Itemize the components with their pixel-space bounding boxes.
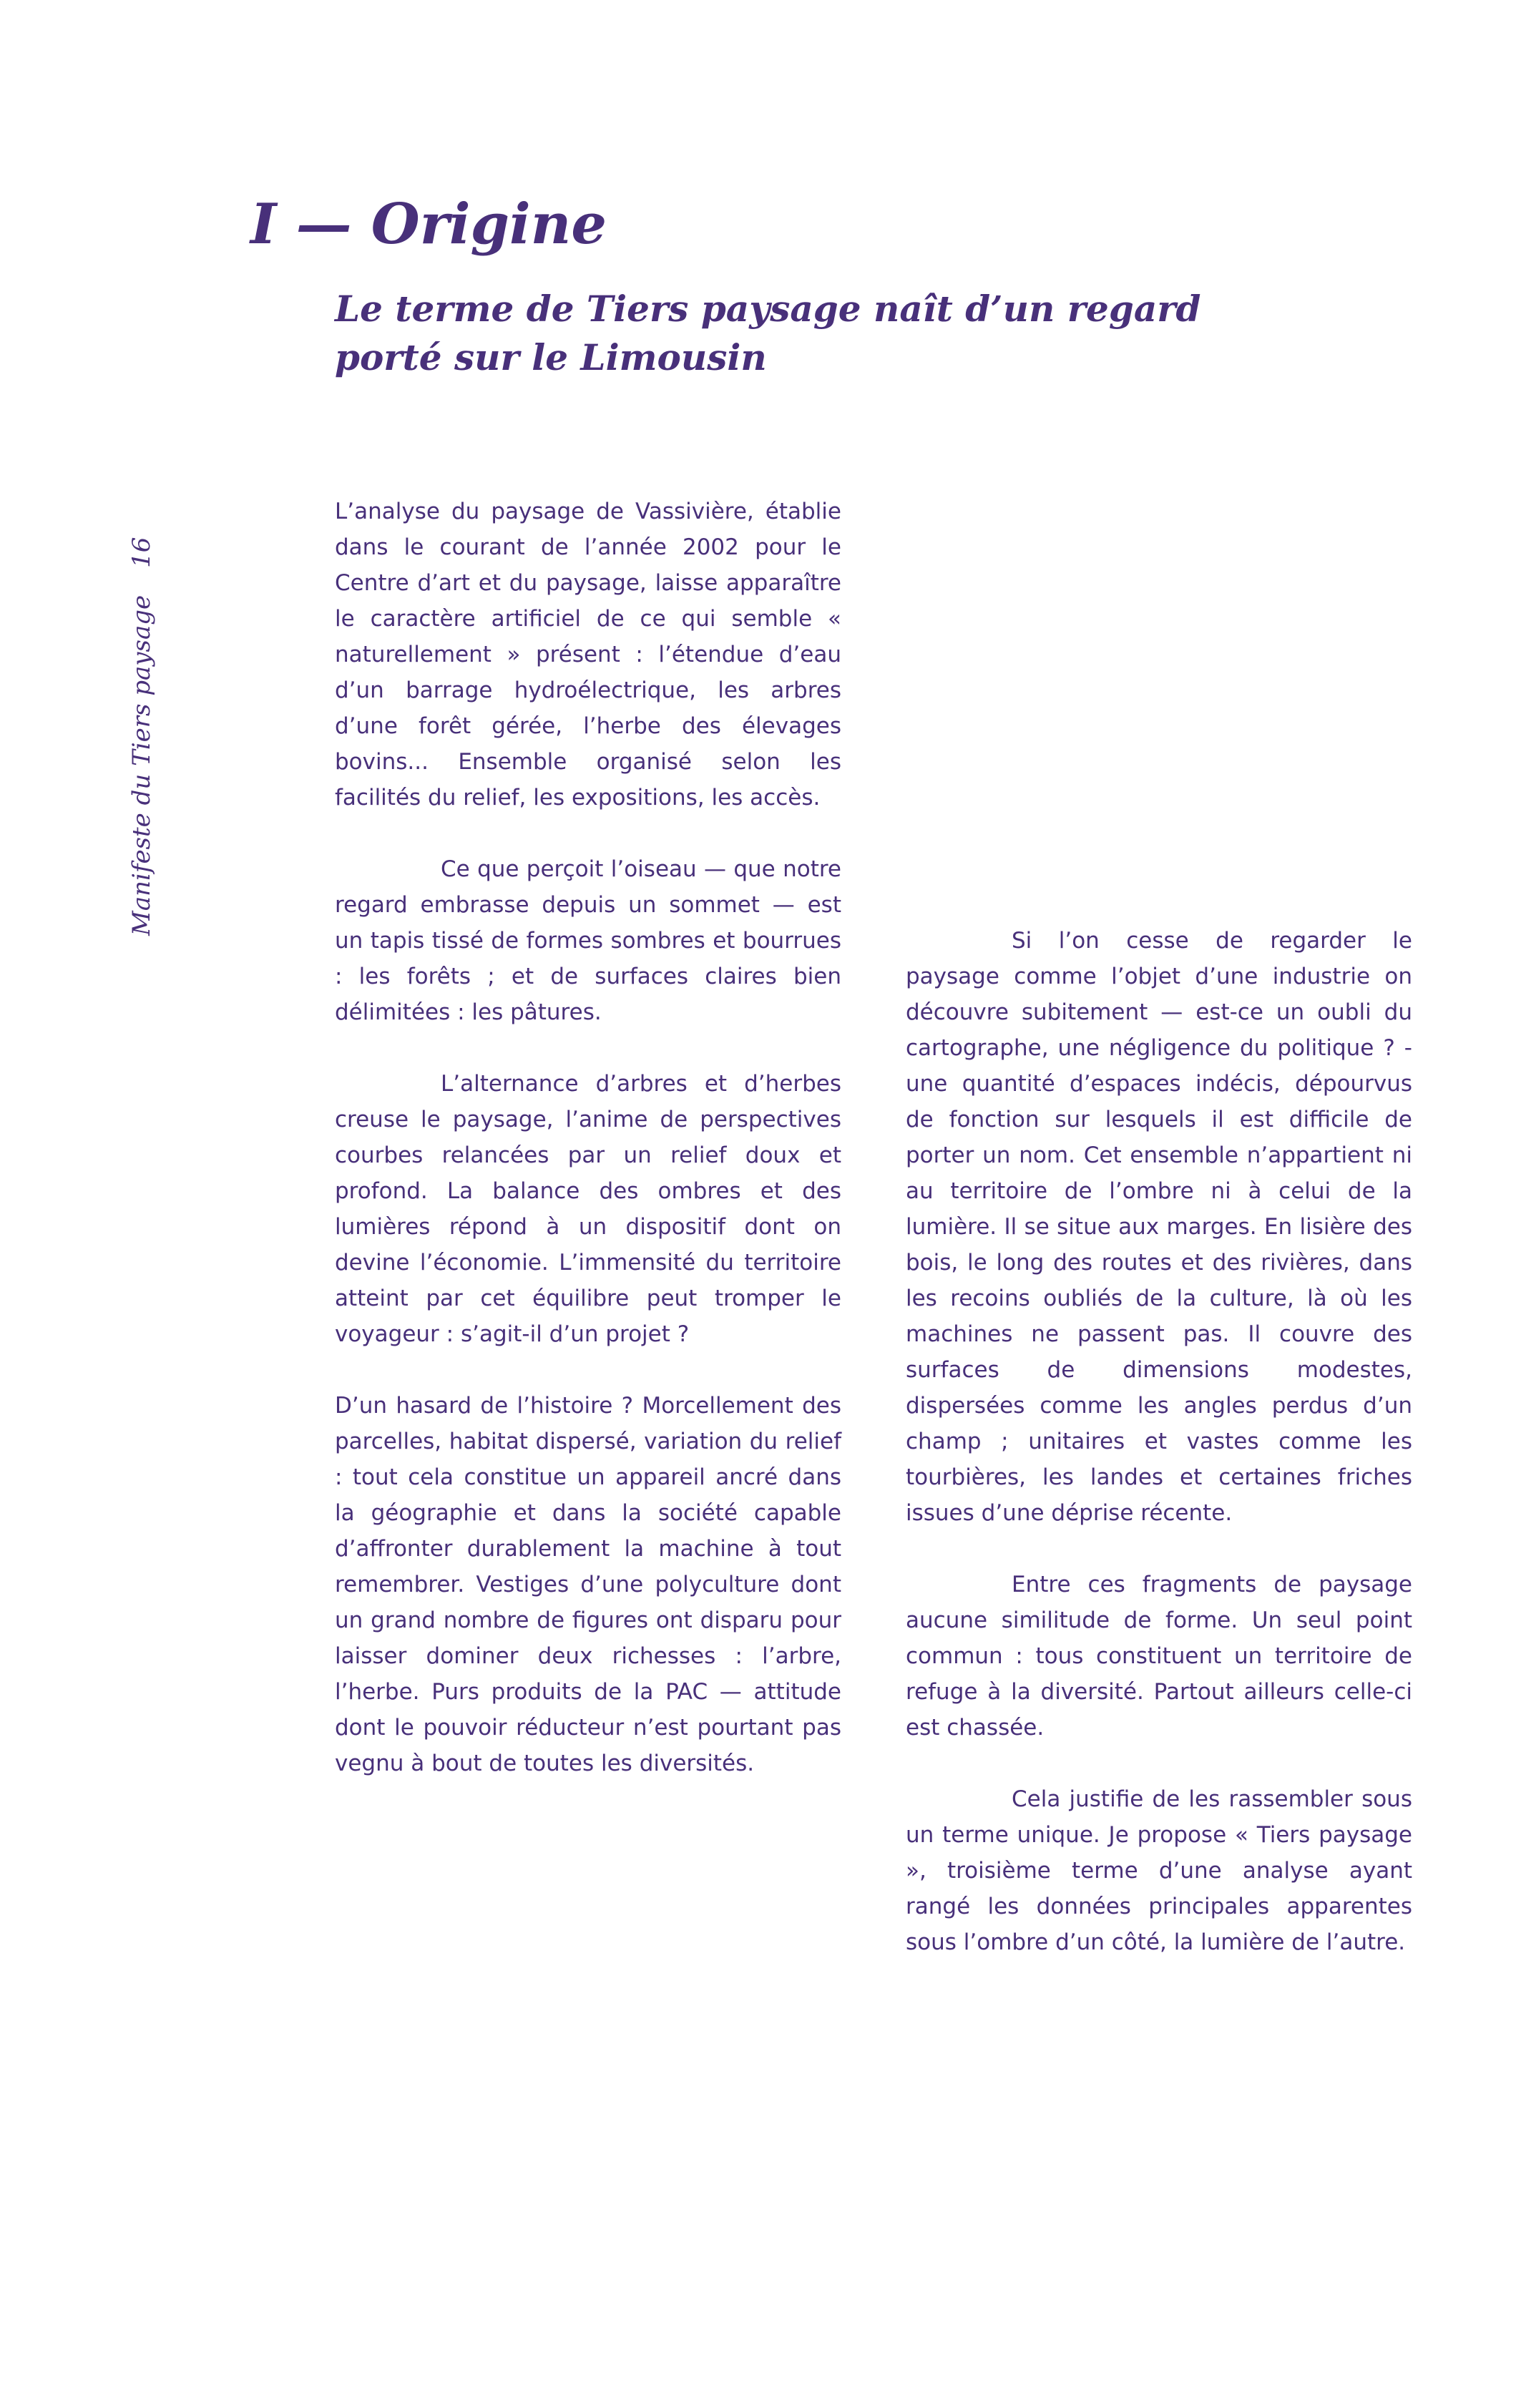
chapter-subtitle-line-2: porté sur le Limousin (335, 336, 767, 378)
left-text-column (335, 494, 841, 1817)
paragraph-right-3: Cela justifie de les rassembler sous un terme unique. Je propose « Tiers paysage », troisième terme d’une analyse ayant rangé les données principales apparentes sous l’ombre d’un côté, la lumière de l’autre. (906, 1786, 1412, 1955)
paragraph-right-1: Si l’on cesse de regarder le paysage comme l’objet d’une industrie on découvre subitement — est-ce un oubli du cartographe, une négligence du politique ? - une quantité d’espaces indécis, dépourvus de fonction sur lesquels il est difficile de porter un nom. Cet ensemble n’appartient ni au territoire de l’ombre ni à celui de la lumière. Il se situe aux marges. En lisière des bois, le long des routes et des rivières, dans les recoins oubliés de la culture, là où les machines ne passent pas. Il couvre des surfaces de dimensions modestes, dispersées comme les angles perdus d’un champ ; unitaires et vastes comme les tourbières, les landes et certaines friches issues d’une déprise récente. (906, 928, 1412, 1526)
chapter-subtitle (335, 285, 1265, 382)
paragraph-left-1: L’analyse du paysage de Vassivière, établie dans le courant de l’année 2002 pour le Centre d’art et du paysage, laisse apparaître le caractère artificiel de ce qui semble « naturellement » présent : l’étendue d’eau d’un barrage hydroélectrique, les arbres d’une forêt gérée, l’herbe des élevages bovins... Ensemble organisé selon les facilités du relief, les expositions, les accès. (335, 499, 841, 811)
running-head (89, 521, 156, 950)
paragraph-right-2: Entre ces fragments de paysage aucune similitude de forme. Un seul point commun : tous constituent un territoire de refuge à la diversité. Partout ailleurs celle-ci est chassée. (906, 1572, 1412, 1741)
running-head-book-title: Manifeste du Tiers paysage (127, 594, 156, 936)
chapter-title: I — Origine (250, 192, 607, 257)
right-text-column (906, 923, 1412, 1996)
chapter-subtitle-line-1: Le terme de Tiers paysage naît d’un regard (335, 288, 1201, 330)
page-number: 16 (127, 537, 156, 568)
paragraph-left-3: L’alternance d’arbres et d’herbes creuse le paysage, l’anime de perspectives courbes relancées par un relief doux et profond. La balance des ombres et des lumières répond à un dispositif dont on devine l’économie. L’immensité du territoire atteint par cet équilibre peut tromper le voyageur : s’agit-il d’un projet ? (335, 1071, 841, 1347)
paragraph-left-4: D’un hasard de l’histoire ? Morcellement des parcelles, habitat dispersé, variation du relief : tout cela constitue un appareil ancré dans la géographie et dans la société capable d’affronter durablement la machine à tout remembrer. Vestiges d’une polyculture dont un grand nombre de figures ont disparu pour laisser dominer deux richesses : l’arbre, l’herbe. Purs produits de la PAC — attitude dont le pouvoir réducteur n’est pourtant pas vegnu à bout de toutes les diversités. (335, 1393, 841, 1776)
paragraph-left-2: Ce que perçoit l’oiseau — que notre regard embrasse depuis un sommet — est un tapis tissé de formes sombres et bourrues : les forêts ; et de surfaces claires bien délimitées : les pâtures. (335, 856, 841, 1025)
